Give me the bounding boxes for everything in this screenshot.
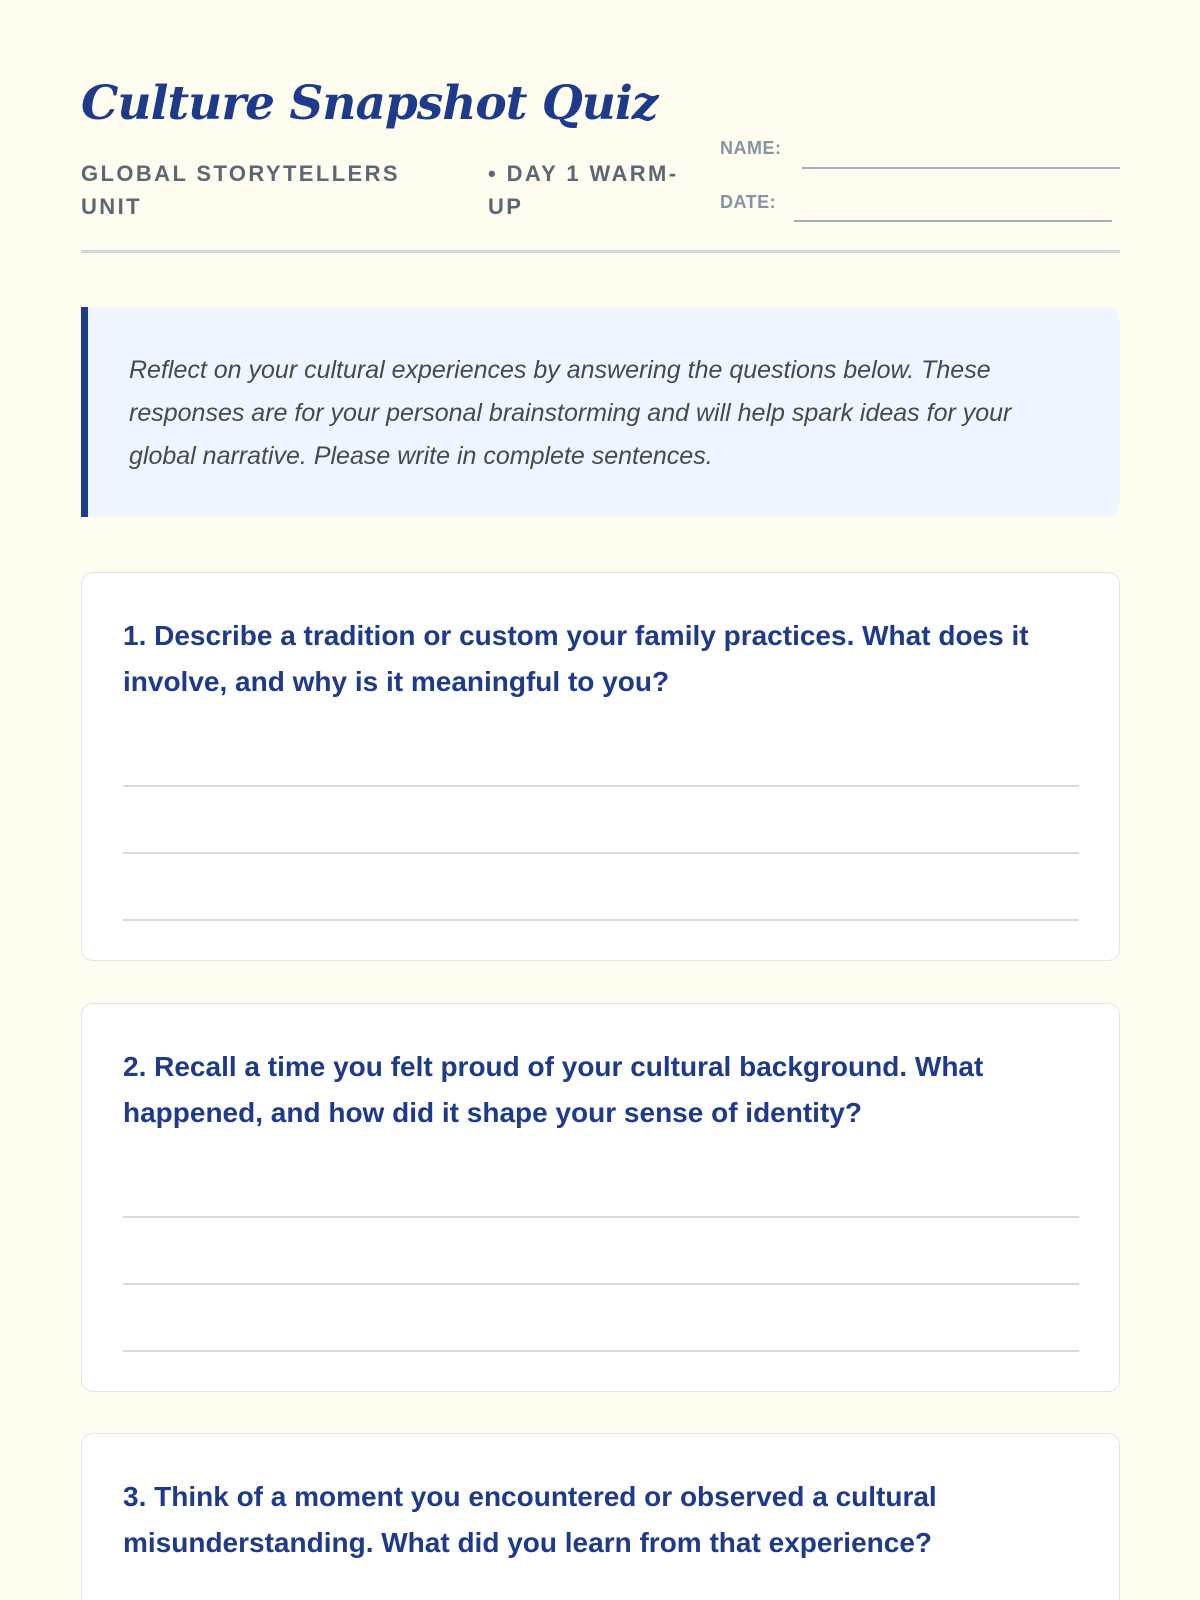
- date-field[interactable]: [794, 220, 1112, 222]
- instructions-box: [81, 307, 1120, 517]
- answer-line[interactable]: [123, 785, 1079, 787]
- question-text: 3. Think of a moment you encountered or observed a cultural misunderstanding. What did you learn from that experience?: [123, 1481, 937, 1558]
- question-card-2: [81, 1003, 1120, 1392]
- answer-line[interactable]: [123, 1350, 1079, 1352]
- answer-line[interactable]: [123, 919, 1079, 921]
- unit-label: GLOBAL STORYTELLERS UNIT: [81, 161, 400, 219]
- instructions-text: Reflect on your cultural experiences by answering the questions below. These responses are for your personal brainstorming and will help spark ideas for your global narrative. Please write in complete sentences.: [129, 356, 1012, 470]
- day-label: • DAY 1 WARM-UP: [488, 161, 679, 219]
- answer-line[interactable]: [123, 852, 1079, 854]
- answer-line[interactable]: [123, 1216, 1079, 1218]
- name-label: NAME:: [720, 138, 782, 158]
- name-field[interactable]: [802, 167, 1120, 169]
- question-card-1: [81, 572, 1120, 961]
- date-label: DATE:: [720, 192, 777, 212]
- answer-line[interactable]: [123, 1283, 1079, 1285]
- question-card-3: [81, 1433, 1120, 1600]
- question-text: 1. Describe a tradition or custom your family practices. What does it involve, and why is it meaningful to you?: [123, 620, 1029, 697]
- question-text: 2. Recall a time you felt proud of your cultural background. What happened, and how did it shape your sense of identity?: [123, 1051, 984, 1128]
- header-divider: [81, 250, 1120, 253]
- page-title: Culture Snapshot Quiz: [81, 76, 658, 131]
